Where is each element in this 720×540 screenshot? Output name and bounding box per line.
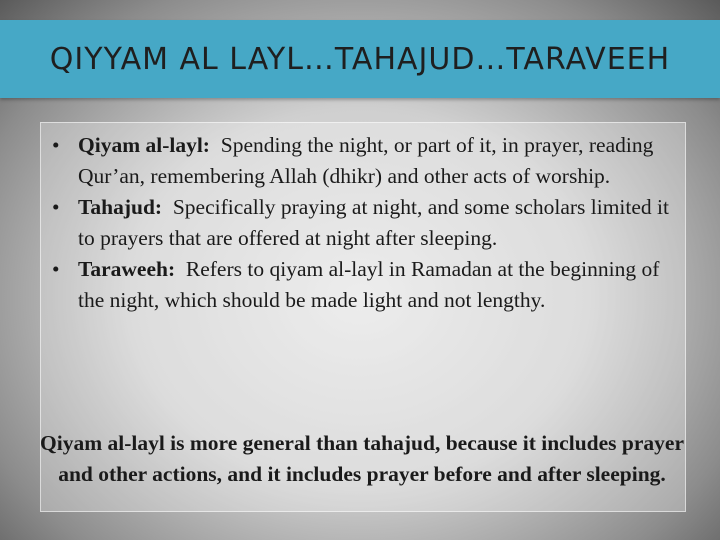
bullet-list xyxy=(46,130,686,316)
bullet-item-qiyam xyxy=(46,130,686,192)
slide-title: QIYYAM AL LAYL…TAHAJUD…TARAVEEH xyxy=(49,41,671,77)
bullet-item-tahajud xyxy=(46,192,686,254)
bullet-term: Taraweeh: xyxy=(78,257,176,281)
bullet-icon: • xyxy=(52,133,60,157)
bullet-text: Spending the night, or part of it, in prayer, reading Qur’an, remembering Allah (dhikr) and other acts of worship. xyxy=(78,133,654,188)
conclusion-text: Qiyam al-layl is more general than tahajud, because it includes prayer and other actions, and it includes prayer before and after sleeping. xyxy=(40,431,684,486)
bullet-item-taraweeh xyxy=(46,254,686,316)
bullet-text: Refers to qiyam al-layl in Ramadan at the beginning of the night, which should be made light and not lengthy. xyxy=(78,257,660,312)
bullet-text: Specifically praying at night, and some scholars limited it to prayers that are offered at night after sleeping. xyxy=(78,195,669,250)
bullet-term: Tahajud: xyxy=(78,195,163,219)
bullet-icon: • xyxy=(52,257,60,281)
title-band xyxy=(0,20,720,98)
bullet-term: Qiyam al-layl: xyxy=(78,133,210,157)
bullet-icon: • xyxy=(52,195,60,219)
